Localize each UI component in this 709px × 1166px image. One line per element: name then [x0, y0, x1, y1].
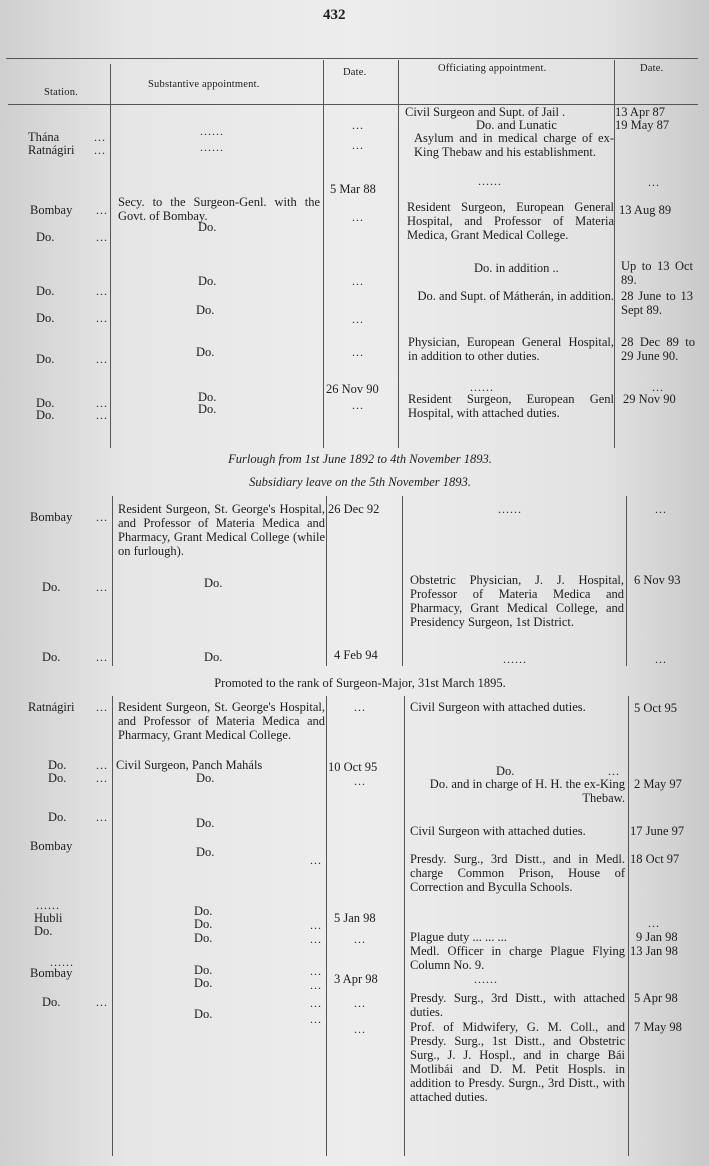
leader-dots: ...: [310, 996, 322, 1010]
date-apr-98: 3 Apr 98: [334, 972, 378, 986]
leader-dots: ...: [96, 408, 108, 422]
station-bombay: Bombay: [30, 203, 73, 217]
leader-dots: ...: [352, 210, 364, 224]
furlough-note: Furlough from 1st June 1892 to 4th November 1893.: [228, 452, 492, 466]
date-june-to-sept: 28 June to 13 Sept 89.: [621, 289, 693, 317]
officiating-resident-genl: Resident Surgeon, European Genl Hospital, with attached duties.: [408, 392, 614, 420]
leader-dots: ......: [200, 140, 224, 154]
station-hubli: Hubli: [34, 911, 63, 925]
station-bombay: Bombay: [30, 510, 73, 524]
leader-dots: ...: [310, 964, 322, 978]
leader-dots: ......: [470, 380, 494, 394]
leader-dots: ...: [310, 1012, 322, 1026]
leader-dots: ...: [310, 932, 322, 946]
header-station: Station.: [44, 87, 78, 98]
leader-dots: ...: [352, 138, 364, 152]
date-dec-89: 28 Dec 89 to 29 June 90.: [621, 335, 695, 363]
station-do: Do.: [48, 758, 67, 772]
leader-dots: ...: [96, 230, 108, 244]
station-do: Do.: [36, 396, 55, 410]
station-do: Do.: [36, 284, 55, 298]
leader-dots: ......: [503, 652, 527, 666]
officiating-obstetric: Obstetric Physician, J. J. Hospital, Professor of Materia Medica and Pharmacy, Grant Medical College, and Presidency Surgeon, 1st District.: [410, 573, 624, 629]
leader-dots: ......: [50, 955, 74, 969]
officiating-medl-officer: Medl. Officer in charge Plague Flying Column No. 9.: [410, 944, 625, 972]
substantive-do: Do.: [194, 976, 213, 990]
station-do: Do.: [36, 311, 55, 325]
leader-dots: ...: [352, 345, 364, 359]
date-may-87: 19 May 87: [615, 118, 670, 132]
officiating-plague-duty: Plague duty ... ... ...: [410, 930, 507, 944]
substantive-resident-st-george: Resident Surgeon, St. George's Hospital, and Professor of Materia Medica and Pharmacy, Grant Medical College (while on furlough).: [118, 502, 325, 558]
leader-dots: ...: [352, 274, 364, 288]
leader-dots: ...: [354, 996, 366, 1010]
date-may-98: 7 May 98: [634, 1020, 682, 1034]
leader-dots: ...: [655, 652, 667, 666]
leader-dots: ...: [655, 502, 667, 516]
officiating-matheran: Do. and Supt. of Mátherán, in addition.: [417, 289, 614, 303]
date-jan-98-b: 9 Jan 98: [636, 930, 678, 944]
station-do: Do.: [42, 580, 61, 594]
column-rule: [112, 496, 113, 666]
subsidiary-leave-note: Subsidiary leave on the 5th November 1893.: [249, 475, 471, 489]
date-apr-98-b: 5 Apr 98: [634, 991, 678, 1005]
leader-dots: ...: [96, 396, 108, 410]
leader-dots: ...: [96, 771, 108, 785]
substantive-do: Do.: [194, 931, 213, 945]
substantive-do: Do.: [198, 274, 217, 288]
officiating-do: Do.: [496, 764, 515, 778]
station-do: Do.: [48, 771, 67, 785]
substantive-do: Do.: [196, 303, 215, 317]
leader-dots: ...: [96, 758, 108, 772]
substantive-panch-mahals: Civil Surgeon, Panch Maháls: [116, 758, 263, 772]
station-thana: Thána: [28, 130, 60, 144]
leader-dots: ...: [310, 918, 322, 932]
date-june-97: 17 June 97: [630, 824, 685, 838]
header-bottom-rule: [8, 104, 698, 105]
leader-dots: ......: [498, 502, 522, 516]
station-do: Do.: [48, 810, 67, 824]
station-do: Do.: [36, 408, 55, 422]
leader-dots: ...: [652, 380, 664, 394]
column-rule: [402, 496, 403, 666]
substantive-do: Do.: [204, 576, 223, 590]
leader-dots: ...: [648, 916, 660, 930]
leader-dots: ...: [352, 118, 364, 132]
header-date-1: Date.: [343, 67, 367, 78]
leader-dots: ...: [96, 650, 108, 664]
officiating-civil-surgeon-2: Civil Surgeon with attached duties.: [410, 824, 586, 838]
officiating-presdy-surg: Presdy. Surg., 3rd Distt., and in Medl. charge Common Prison, House of Correction and Byculla Schools.: [410, 852, 625, 894]
officiating-asylum: Asylum and in medical charge of ex-King Thebaw and his establishment.: [414, 131, 614, 159]
date-nov-90-b: 29 Nov 90: [623, 392, 676, 406]
substantive-do: Do.: [196, 345, 215, 359]
substantive-do: Do.: [196, 845, 215, 859]
leader-dots: ...: [352, 312, 364, 326]
date-jan-98: 5 Jan 98: [334, 911, 376, 925]
date-dec-92: 26 Dec 92: [328, 502, 380, 516]
substantive-resident-st-george-2: Resident Surgeon, St. George's Hospital, and Professor of Materia Medica and Pharmacy, Grant Medical College.: [118, 700, 325, 742]
officiating-physician: Physician, European General Hospital, in addition to other duties.: [408, 335, 614, 363]
officiating-in-charge-thebaw: Do. and in charge of H. H. the ex-King Thebaw.: [429, 777, 625, 805]
leader-dots: ...: [96, 510, 108, 524]
date-may-97: 2 May 97: [634, 777, 682, 791]
leader-dots: ......: [474, 972, 498, 986]
leader-dots: ...: [96, 810, 108, 824]
station-do: Do.: [42, 650, 61, 664]
date-nov-93: 6 Nov 93: [634, 573, 681, 587]
officiating-lunatic: Do. and Lunatic: [476, 118, 557, 132]
leader-dots: ...: [94, 143, 106, 157]
leader-dots: ......: [478, 174, 502, 188]
date-apr-87: 13 Apr 87: [615, 105, 665, 119]
leader-dots: ...: [96, 311, 108, 325]
leader-dots: ...: [94, 130, 106, 144]
officiating-civil-surgeon-jail: Civil Surgeon and Supt. of Jail .: [405, 105, 566, 119]
substantive-do: Do.: [198, 390, 217, 404]
column-rule: [628, 696, 629, 1156]
column-rule: [626, 496, 627, 666]
substantive-do: Do.: [204, 650, 223, 664]
officiating-in-addition: Do. in addition ..: [474, 261, 559, 275]
officiating-prof-midwifery: Prof. of Midwifery, G. M. Coll., and Presdy. Surg., 1st Distt., and Obstetric Surg., J. J. Hospl., and in charge Bái Motlibái and D. M. Petit Hospls. in addition to Presdy. Surgn., 3rd Distt., with attached duties.: [410, 1020, 625, 1104]
column-rule: [404, 696, 405, 1156]
header-top-rule: [6, 58, 698, 59]
column-rule: [398, 60, 399, 448]
substantive-secy: Secy. to the Surgeon-Genl. with the Govt. of Bombay.: [118, 195, 320, 223]
leader-dots: ......: [36, 898, 60, 912]
station-bombay: Bombay: [30, 839, 73, 853]
leader-dots: ...: [96, 700, 108, 714]
station-ratnagiri: Ratnágiri: [28, 143, 75, 157]
substantive-do: Do.: [194, 904, 213, 918]
date-up-to: Up to 13 Oct 89.: [621, 259, 693, 287]
date-nov-90: 26 Nov 90: [326, 382, 379, 396]
station-do: Do.: [34, 924, 53, 938]
promotion-note: Promoted to the rank of Surgeon-Major, 31st March 1895.: [214, 676, 506, 690]
date-aug-89: 13 Aug 89: [619, 203, 672, 217]
page-number: 432: [323, 7, 346, 23]
date-oct-95-b: 5 Oct 95: [634, 701, 678, 715]
header-date-2: Date.: [640, 63, 664, 74]
leader-dots: ...: [354, 932, 366, 946]
leader-dots: ...: [608, 764, 620, 778]
leader-dots: ...: [354, 1022, 366, 1036]
leader-dots: ...: [354, 774, 366, 788]
leader-dots: ...: [310, 978, 322, 992]
station-do: Do.: [42, 995, 61, 1009]
station-ratnagiri: Ratnágiri: [28, 700, 75, 714]
leader-dots: ...: [648, 175, 660, 189]
officiating-presdy-surg-2: Presdy. Surg., 3rd Distt., with attached duties.: [410, 991, 625, 1019]
substantive-do: Do.: [198, 402, 217, 416]
substantive-do: Do.: [194, 963, 213, 977]
station-do: Do.: [36, 352, 55, 366]
substantive-do: Do.: [196, 816, 215, 830]
leader-dots: ...: [352, 398, 364, 412]
column-rule: [323, 60, 324, 448]
leader-dots: ......: [200, 124, 224, 138]
leader-dots: ...: [354, 700, 366, 714]
substantive-do: Do.: [194, 917, 213, 931]
column-rule: [110, 64, 111, 448]
header-officiating: Officiating appointment.: [438, 63, 547, 74]
leader-dots: ...: [310, 853, 322, 867]
header-substantive: Substantive appointment.: [148, 79, 260, 90]
substantive-do: Do.: [196, 771, 215, 785]
date-mar-88: 5 Mar 88: [330, 182, 376, 196]
leader-dots: ...: [96, 995, 108, 1009]
date-feb-94: 4 Feb 94: [334, 648, 378, 662]
column-rule: [326, 496, 327, 666]
station-bombay: Bombay: [30, 966, 73, 980]
substantive-do: Do.: [198, 220, 217, 234]
leader-dots: ...: [96, 284, 108, 298]
column-rule: [112, 696, 113, 1156]
officiating-resident-surgeon: Resident Surgeon, European General Hospital, and Professor of Materia Medica, Grant Medical College.: [407, 200, 614, 242]
officiating-civil-surgeon: Civil Surgeon with attached duties.: [410, 700, 586, 714]
leader-dots: ...: [96, 203, 108, 217]
leader-dots: ...: [96, 580, 108, 594]
station-do: Do.: [36, 230, 55, 244]
date-oct-95: 10 Oct 95: [328, 760, 378, 774]
date-oct-97: 18 Oct 97: [630, 852, 680, 866]
substantive-do: Do.: [194, 1007, 213, 1021]
leader-dots: ...: [96, 352, 108, 366]
date-jan-98-c: 13 Jan 98: [630, 944, 678, 958]
column-rule: [326, 696, 327, 1156]
